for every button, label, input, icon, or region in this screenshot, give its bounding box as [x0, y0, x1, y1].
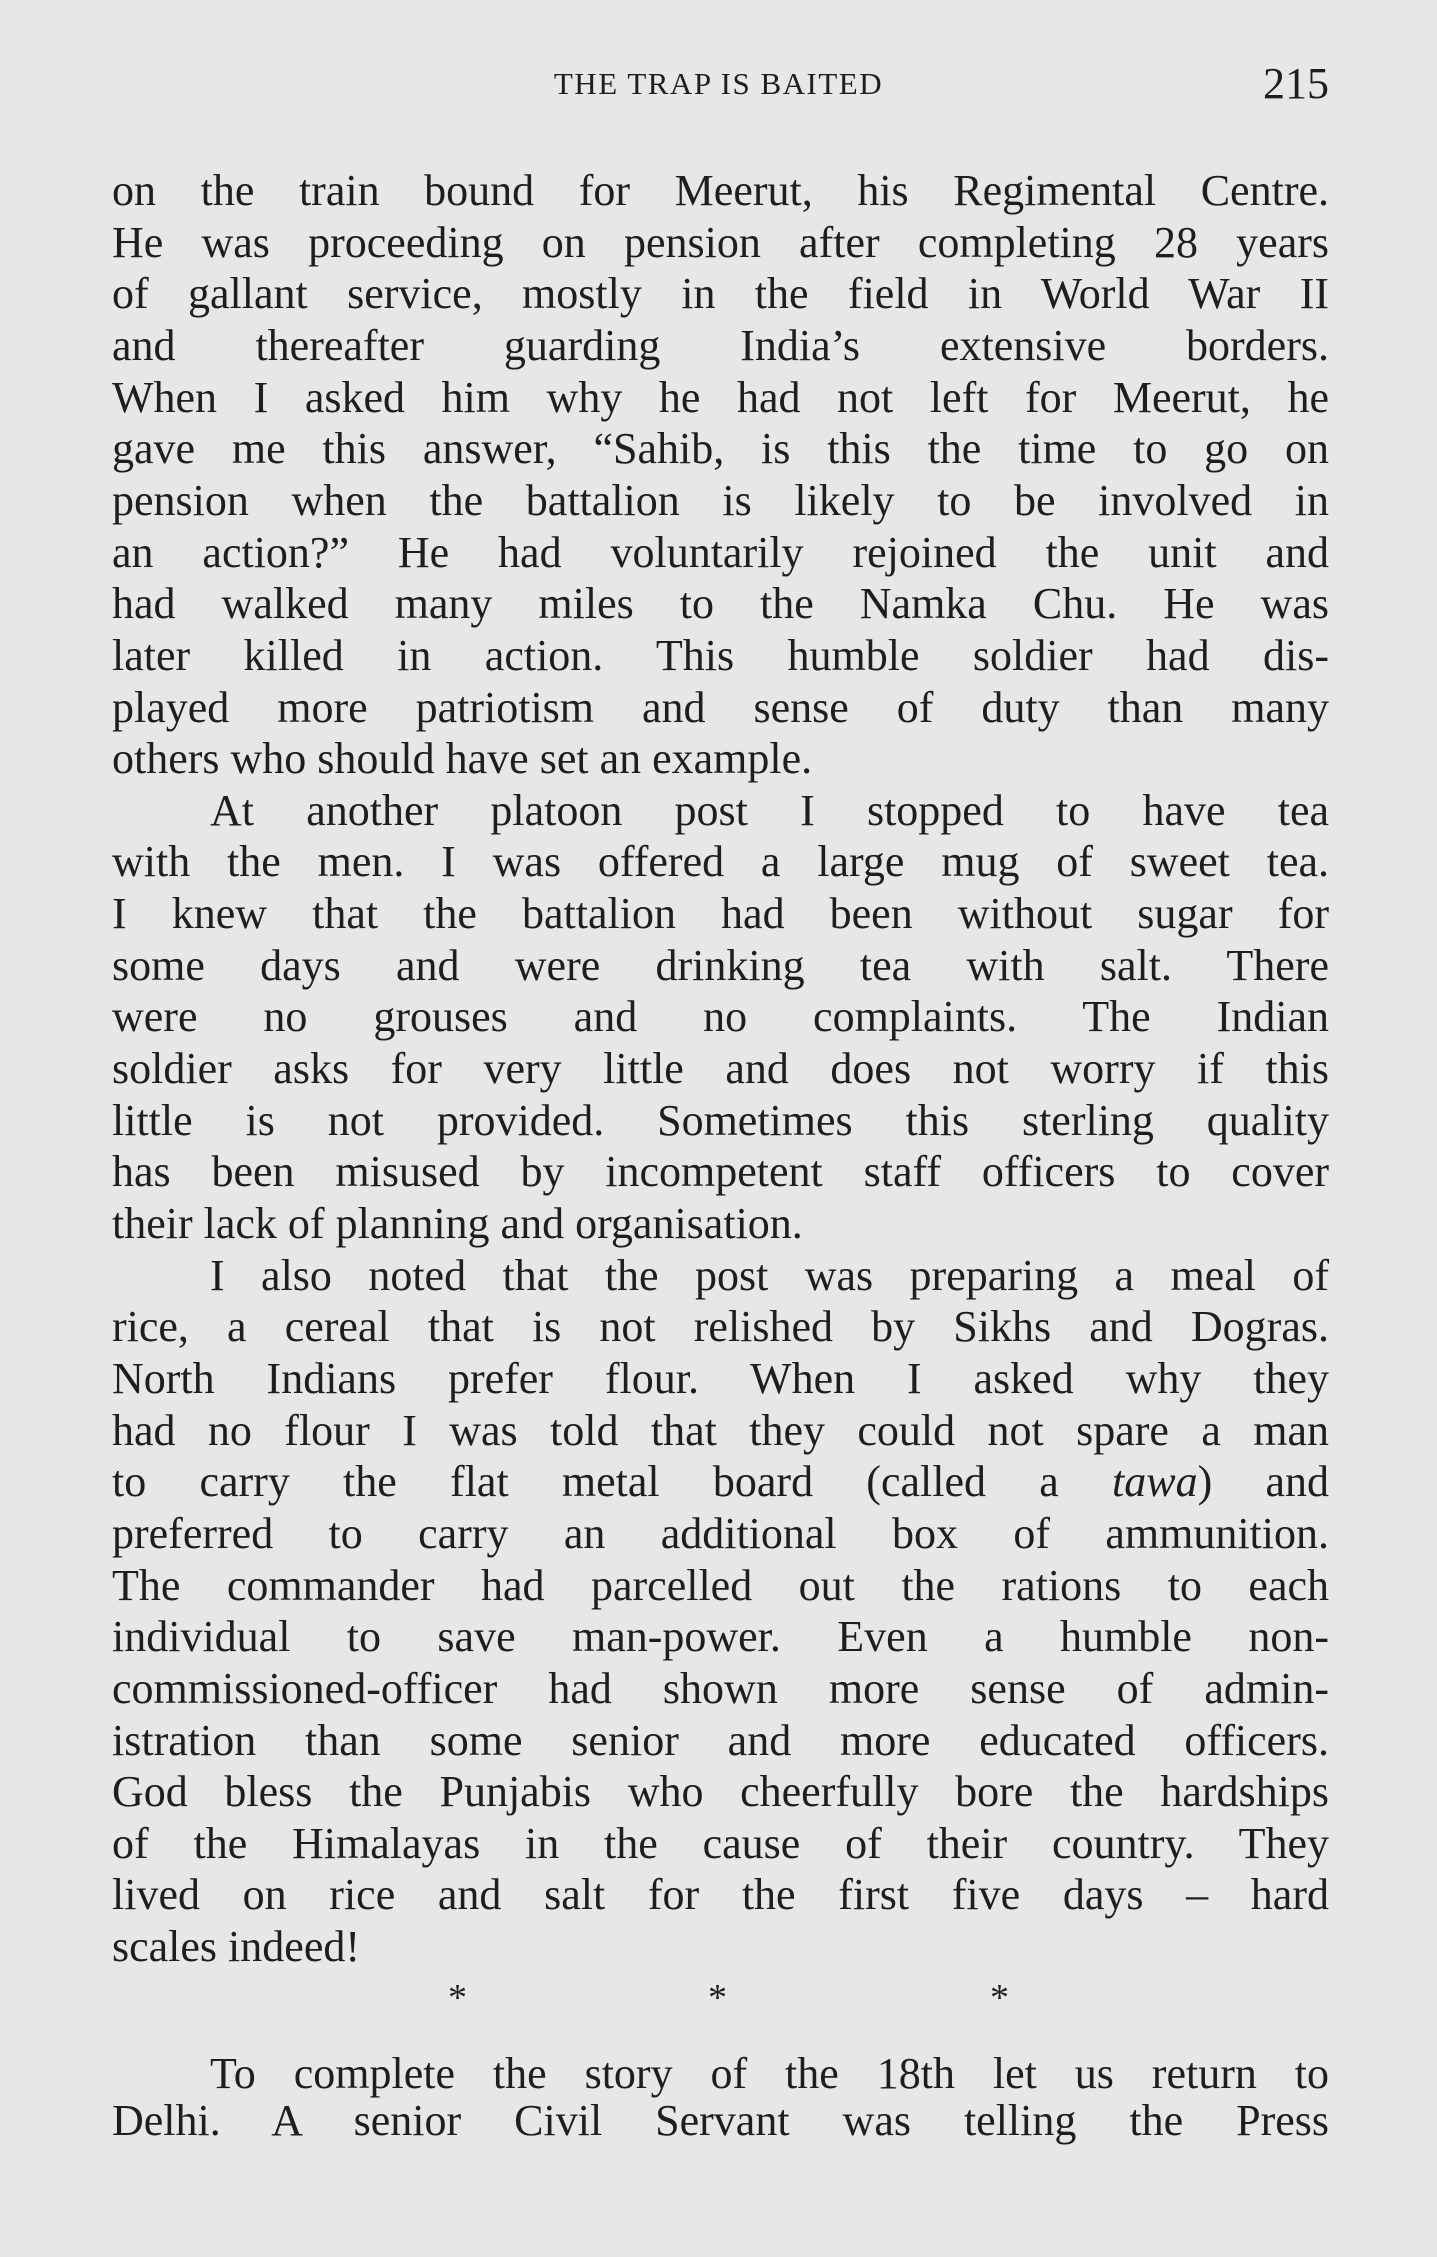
text-line: God bless the Punjabis who cheerfully bore the hardships: [112, 1767, 1329, 1817]
text-line: others who should have set an example.: [112, 734, 813, 784]
text-segment: ) and: [1197, 1457, 1329, 1507]
italic-term: tawa: [1112, 1457, 1198, 1507]
text-line: To complete the story of the 18th let us return to: [210, 2049, 1329, 2098]
text-line: The commander had parcelled out the rations to each: [112, 1560, 1329, 1610]
text-line: He was proceeding on pension after completing 28 years: [112, 217, 1329, 267]
text-line: preferred to carry an additional box of ammunition.: [112, 1508, 1329, 1558]
text-line: scales indeed!: [112, 1922, 360, 1972]
section-break-asterisk: *: [990, 1977, 1009, 2019]
text-line: At another platoon post I stopped to have tea: [210, 785, 1329, 835]
running-head: THE TRAP IS BAITED: [553, 66, 884, 101]
text-line: Delhi. A senior Civil Servant was telling the Press: [112, 2096, 1329, 2145]
text-line: some days and were drinking tea with salt. There: [112, 940, 1329, 990]
text-line: had walked many miles to the Namka Chu. He was: [112, 579, 1329, 629]
text-line: with the men. I was offered a large mug of sweet tea.: [112, 837, 1329, 887]
text-line: later killed in action. This humble soldier had dis-: [112, 630, 1329, 680]
text-line: little is not provided. Sometimes this sterling quality: [112, 1095, 1329, 1145]
text-line: [112, 1456, 1329, 1508]
text-line: pension when the battalion is likely to be involved in: [112, 475, 1329, 525]
text-segment: to carry the flat metal board (called a: [112, 1457, 1112, 1507]
text-line: played more patriotism and sense of duty than many: [112, 682, 1329, 732]
text-line: rice, a cereal that is not relished by Sikhs and Dogras.: [112, 1302, 1329, 1352]
text-line: istration than some senior and more educated officers.: [112, 1715, 1329, 1765]
text-line: gave me this answer, “Sahib, is this the time to go on: [112, 424, 1329, 474]
text-line: had no flour I was told that they could not spare a man: [112, 1405, 1329, 1455]
text-line: their lack of planning and organisation.: [112, 1199, 803, 1248]
text-line: has been misused by incompetent staff officers to cover: [112, 1147, 1329, 1197]
text-line: commissioned-officer had shown more sense of admin-: [112, 1663, 1329, 1713]
text-line: North Indians prefer flour. When I asked why they: [112, 1353, 1329, 1403]
text-line: I also noted that the post was preparing a meal of: [210, 1250, 1329, 1300]
text-line: of the Himalayas in the cause of their country. They: [112, 1818, 1329, 1868]
text-line: I knew that the battalion had been without sugar for: [112, 889, 1329, 939]
section-break-asterisk: *: [448, 1977, 467, 2019]
text-line: of gallant service, mostly in the field in World War II: [112, 269, 1329, 319]
text-line: When I asked him why he had not left for Meerut, he: [112, 372, 1329, 422]
text-line: on the train bound for Meerut, his Regimental Centre.: [112, 166, 1329, 215]
text-line: lived on rice and salt for the first five days – hard: [112, 1870, 1329, 1920]
text-line: an action?” He had voluntarily rejoined the unit and: [112, 527, 1329, 577]
text-line: were no grouses and no complaints. The Indian: [112, 992, 1329, 1042]
page-number: 215: [1263, 59, 1329, 108]
text-line: soldier asks for very little and does not worry if this: [112, 1044, 1329, 1094]
section-break-asterisk: *: [708, 1977, 727, 2019]
text-line: and thereafter guarding India’s extensive borders.: [112, 320, 1329, 370]
section-break: [0, 1976, 1437, 2028]
text-line: individual to save man-power. Even a humble non-: [112, 1612, 1329, 1662]
